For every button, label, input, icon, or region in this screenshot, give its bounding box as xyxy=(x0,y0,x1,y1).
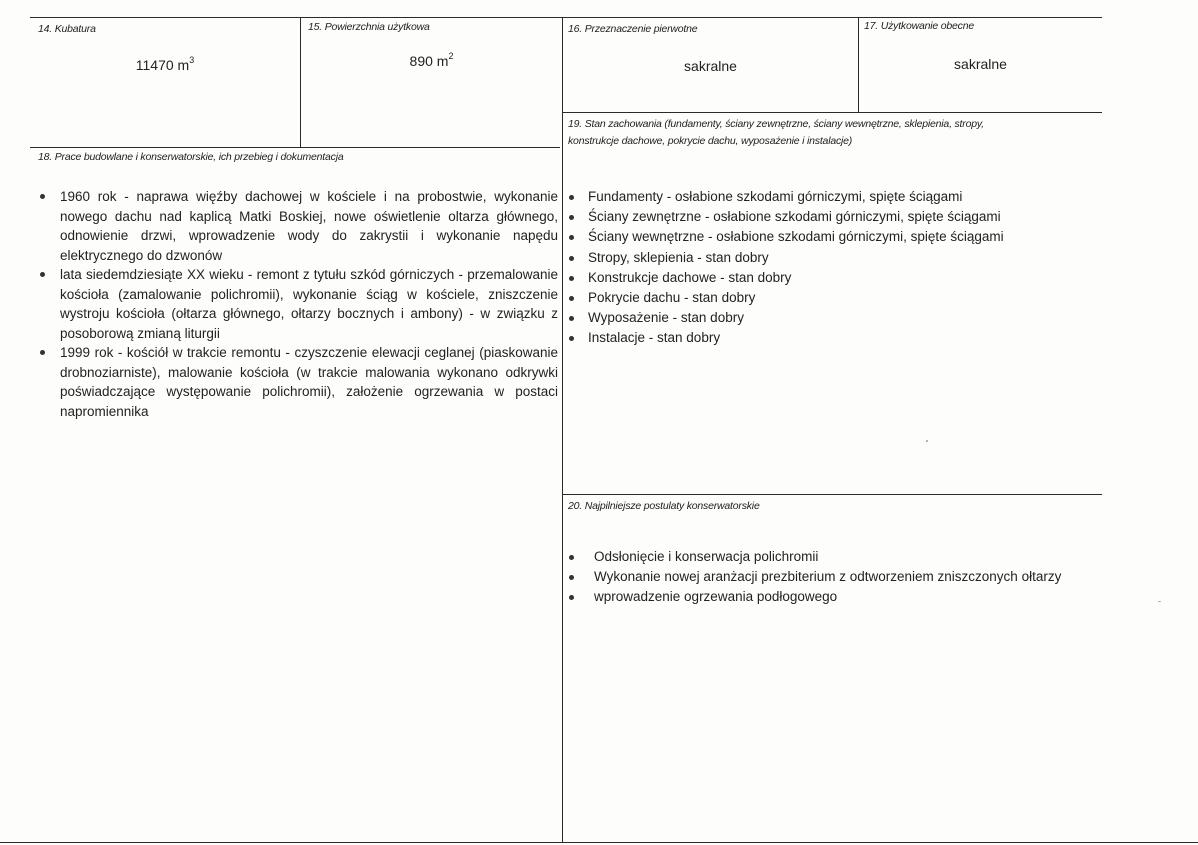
original-purpose-label: 16. Przeznaczenie pierwotne xyxy=(568,23,698,35)
works-item: 1960 rok - naprawa więźby dachowej w kościele i na probostwie, wykonanie nowego dachu nad kaplicą Matki Boskiej, nowe oświetlenie oltarza głównego, odnowienie drzwi, wprowadzenie wody do zakrystii i wykonanie napędu elektrycznego do dzwonów xyxy=(60,187,558,265)
cubature-number: 11470 m xyxy=(135,57,190,73)
top-border xyxy=(30,17,1102,18)
postulates-label: 20. Najpilniejsze postulaty konserwatorskie xyxy=(568,500,760,512)
works-item: 1999 rok - kościół w trakcie remontu - czyszczenie elewacji ceglanej (piaskowanie drobnoziarniste), malowanie kościoła (w trakcie malowania wykonano odkrywki poświadczające występowanie polichromii), założenie ogrzewania w postaci napromiennika xyxy=(60,343,558,421)
works-top-border xyxy=(30,147,560,148)
usable-area-number: 890 m xyxy=(409,53,449,69)
postulates-item: Odsłonięcie i konserwacja polichromii xyxy=(594,547,1094,567)
state-item: Konstrukcje dachowe - stan dobry xyxy=(588,268,1088,288)
postulates-item: wprowadzenie ogrzewania podłogowego xyxy=(594,587,1094,607)
works-list xyxy=(60,187,558,421)
cubature-value xyxy=(30,57,300,73)
scan-speck xyxy=(926,440,928,442)
cubature-exponent: 3 xyxy=(189,55,195,65)
divider-main xyxy=(562,17,563,843)
works-label: 18. Prace budowlane i konserwatorskie, ich przebieg i dokumentacja xyxy=(38,151,344,163)
state-list xyxy=(588,187,1088,349)
usable-area-value xyxy=(301,53,562,69)
cubature-label: 14. Kubatura xyxy=(38,23,96,35)
state-item: Ściany zewnętrzne - osłabione szkodami górniczymi, spięte ściągami xyxy=(588,207,1088,227)
usable-area-exponent: 2 xyxy=(448,51,454,61)
postulates-item: Wykonanie nowej aranżacji prezbiterium z odtworzeniem zniszczonych ołtarzy xyxy=(594,567,1094,587)
state-item: Instalacje - stan dobry xyxy=(588,328,1088,348)
bottom-border xyxy=(0,842,1198,843)
state-label: 19. Stan zachowania (fundamenty, ściany zewnętrzne, ściany wewnętrzne, sklepienia, stropy, konstrukcje dachowe, pokrycie dachu, wyposażenie i instalacje) xyxy=(568,118,984,147)
state-item: Fundamenty - osłabione szkodami górniczymi, spięte ściągami xyxy=(588,187,1088,207)
current-use-value: sakralne xyxy=(954,56,1007,72)
original-purpose-value: sakralne xyxy=(684,58,737,74)
works-item: lata siedemdziesiąte XX wieku - remont z tytułu szkód górniczych - przemalowanie kościoła (zamalowanie polichromii), wykonanie ściąg w kościele, zniszczenie wystroju kościoła (ołtarza głównego, ołtarzy bocznych i ambony) - w związku z posoborową zmianą liturgii xyxy=(60,265,558,343)
state-top-border xyxy=(563,112,1102,113)
state-item: Wyposażenie - stan dobry xyxy=(588,308,1088,328)
state-item: Ściany wewnętrzne - osłabione szkodami górniczymi, spięte ściągami xyxy=(588,227,1088,247)
state-item: Pokrycie dachu - stan dobry xyxy=(588,288,1088,308)
postulates-top-border xyxy=(563,494,1102,495)
postulates-list xyxy=(594,547,1094,608)
usable-area-label: 15. Powierzchnia użytkowa xyxy=(308,21,430,33)
current-use-label: 17. Użytkowanie obecne xyxy=(864,20,975,32)
divider-14-15 xyxy=(300,17,301,147)
scan-speck xyxy=(1158,601,1161,602)
state-item: Stropy, sklepienia - stan dobry xyxy=(588,248,1088,268)
